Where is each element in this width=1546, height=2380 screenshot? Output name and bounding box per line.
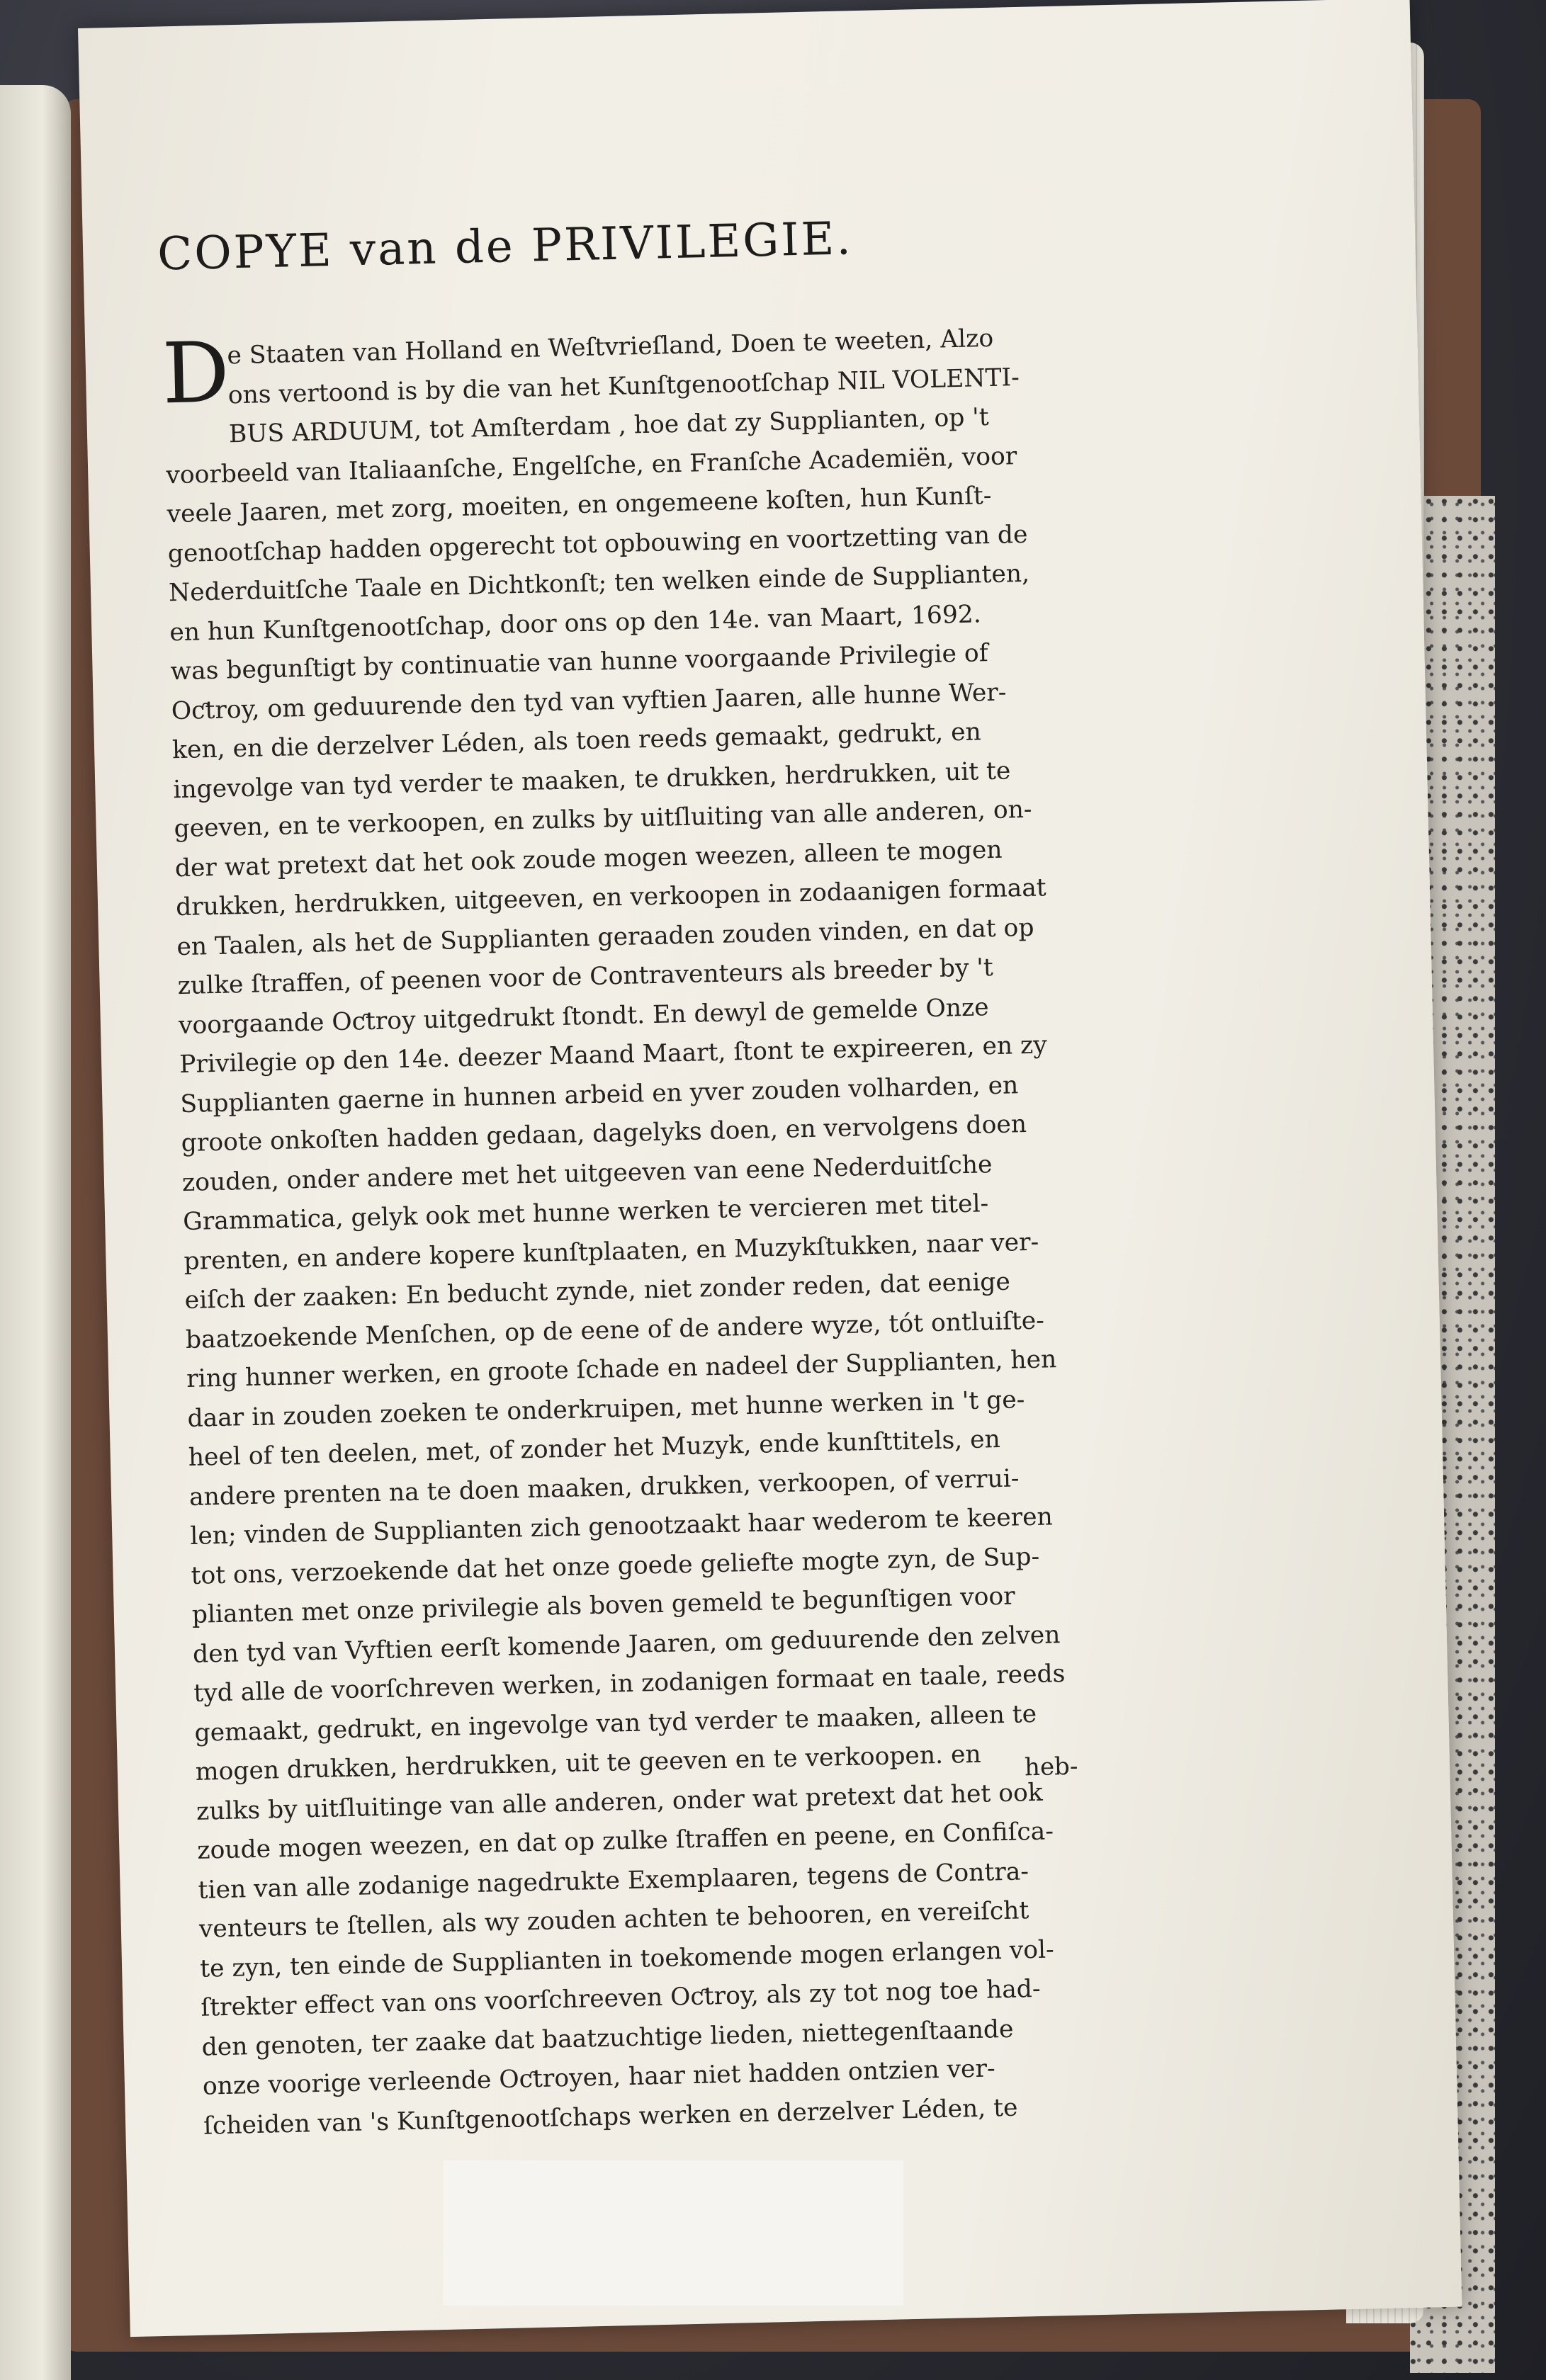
text-line: den tyd van Vyftien eerſt komende Jaaren, om geduurende den zelven — [192, 1620, 1061, 1669]
text-line: was begunſtigt by continuatie van hunne voorgaande Privilegie of — [170, 639, 988, 686]
text-line: zouden, onder andere met het uitgeeven van eene Nederduitſche — [181, 1150, 993, 1197]
text-line: zoude mogen weezen, en dat op zulke ſtraffen en peene, en Confiſca- — [196, 1817, 1054, 1865]
text-line: prenten, en andere kopere kunſtplaaten, en Muzykſtukken, naar ver- — [184, 1228, 1039, 1276]
text-line: ſtrekter effect van ons voorſchreeven Oƈtroy, als zy tot nog toe had- — [200, 1974, 1041, 2022]
text-line: heel of ten deelen, met, of zonder het Muzyk, ende kunſttitels, en — [188, 1424, 1001, 1472]
text-line: voorbeeld van Italiaanſche, Engelſche, en Franſche Academiën, voor — [165, 441, 1017, 489]
text-line: gemaakt, gedrukt, en ingevolge van tyd verder te maaken, alleen te — [194, 1699, 1037, 1747]
text-line: Nederduitſche Taale en Dichtkonſt; ten welken einde de Supplianten, — [168, 559, 1030, 608]
text-line: tot ons, verzoekende dat het onze goede geliefte mogte zyn, de Sup- — [191, 1542, 1040, 1590]
text-line: zulke ſtraffen, of peenen voor de Contraventeurs als breeder by 't — [177, 953, 994, 1001]
text-line: groote onkoſten hadden gedaan, dagelyks doen, en vervolgens doen — [181, 1110, 1027, 1158]
left-page-edge — [0, 85, 71, 2380]
text-line: mogen drukken, herdrukken, uit te geeven en te verkoopen. en — [195, 1740, 982, 1786]
text-line: zulks by uitſluitinge van alle anderen, onder wat pretext dat het ook — [196, 1778, 1044, 1826]
text-line: den genoten, ter zaake dat baatzuchtige lieden, niettegenſtaande — [201, 2014, 1014, 2062]
text-line: Privilegie op den 14e. deezer Maand Maart, ſtont te expireeren, en zy — [179, 1031, 1048, 1080]
text-line: baatzoekende Menſchen, op de eene of de andere wyze, tót ontluiſte- — [185, 1306, 1045, 1354]
text-line: te zyn, ten einde de Supplianten in toekomende mogen erlangen vol- — [199, 1934, 1055, 1983]
text-line: len; vinden de Supplianten zich genootzaakt haar wederom te keeren — [189, 1502, 1054, 1551]
book-page — [78, 0, 1462, 2337]
text-line: veele Jaaren, met zorg, moeiten, en ongemeene koſten, hun Kunſt- — [167, 481, 992, 529]
text-line: plianten met onze privilegie als boven gemeld te begunſtigen voor — [191, 1582, 1016, 1629]
text-line: venteurs te ſtellen, als wy zouden achten te behooren, en vereiſcht — [198, 1896, 1029, 1944]
blank-label-patch — [443, 2160, 903, 2306]
text-line: Oƈtroy, om geduurende den tyd van vyftien Jaaren, alle hunne Wer- — [171, 678, 1007, 725]
drop-cap-letter: D — [161, 323, 231, 423]
text-line: geeven, en te verkoopen, en zulks by uitſluiting van alle anderen, on- — [174, 795, 1032, 844]
text-line: voorgaande Oƈtroy uitgedrukt ſtondt. En dewyl de gemelde Onze — [178, 992, 990, 1040]
text-line: en hun Kunſtgenootſchap, door ons op den 14e. van Maart, 1692. — [169, 599, 982, 647]
text-line: Supplianten gaerne in hunnen arbeid en yver zouden volharden, en — [180, 1070, 1019, 1118]
text-line: Grammatica, gelyk ook met hunne werken te vercieren met titel- — [182, 1189, 989, 1237]
text-line: BUS ARDUUM, tot Amſterdam , hoe dat zy Supplianten, op 't — [228, 402, 990, 449]
page-heading: COPYE van de PRIVILEGIE. — [157, 212, 854, 281]
text-line: e Staaten van Holland en Weſtvrieſland, Doen te weeten, Alzo — [227, 324, 994, 370]
text-line: en Taalen, als het de Supplianten geraaden zouden vinden, en dat op — [176, 913, 1034, 961]
text-line: andere prenten na te doen maaken, drukken, verkoopen, of verrui- — [188, 1463, 1020, 1512]
text-line: ring hunner werken, en groote ſchade en nadeel der Supplianten, hen — [186, 1345, 1057, 1394]
text-line: tyd alle de voorſchreven werken, in zodanigen formaat en taale, reeds — [193, 1659, 1066, 1708]
text-line: ken, en die derzelver Léden, als toen reeds gemaakt, gedrukt, en — [171, 718, 982, 765]
text-line: onze voorige verleende Oƈtroyen, haar niet hadden ontzien ver- — [202, 2054, 996, 2101]
text-line: drukken, herdrukken, uitgeeven, en verkoopen in zodaanigen formaat — [175, 873, 1047, 922]
text-line: ingevolge van tyd verder te maaken, te drukken, herdrukken, uit te — [172, 756, 1011, 804]
text-line: der wat pretext dat het ook zoude mogen weezen, alleen te mogen — [174, 835, 1003, 883]
text-line: eiſch der zaaken: En beducht zynde, niet zonder reden, dat eenige — [184, 1267, 1011, 1315]
text-line: ſcheiden van 's Kunſtgenootſchaps werken en derzelver Léden, te — [203, 2093, 1018, 2141]
text-line: genootſchap hadden opgerecht tot opbouwing en voortzetting van de — [167, 520, 1028, 568]
text-line: tien van alle zodanige nagedrukte Exemplaaren, tegens de Contra- — [198, 1857, 1029, 1905]
text-line: daar in zouden zoeken te onderkruipen, met hunne werken in 't ge- — [187, 1385, 1025, 1433]
privilege-text-block — [163, 317, 1139, 2146]
catchword: heb- — [1024, 1752, 1078, 1782]
text-line: ons vertoond is by die van het Kunſtgenootſchap NIL VOLENTI- — [227, 363, 1020, 409]
